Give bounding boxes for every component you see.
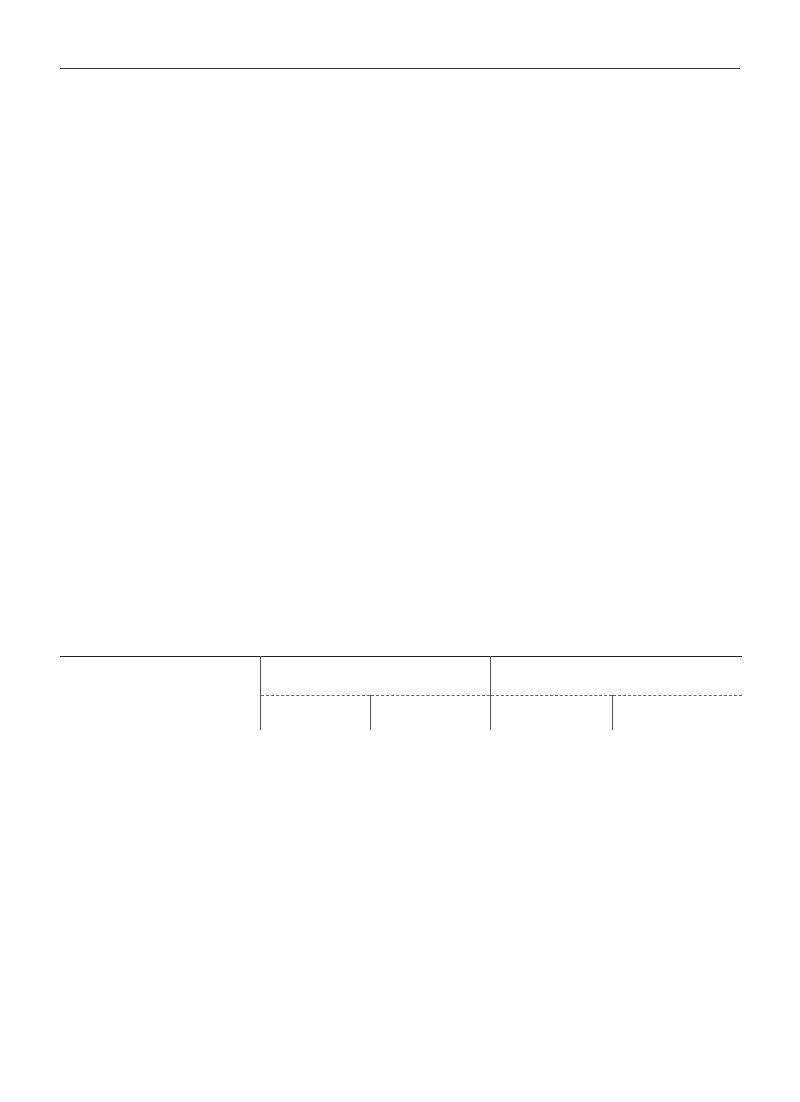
header-rule xyxy=(60,68,740,69)
subcol-header xyxy=(370,696,490,731)
table-4 xyxy=(60,656,742,730)
col-frequency xyxy=(60,657,260,731)
subcol-header xyxy=(612,696,742,731)
col-group-direction xyxy=(490,657,742,696)
subcol-header xyxy=(490,696,612,731)
subcol-header xyxy=(260,696,370,731)
col-group-reception xyxy=(260,657,490,696)
